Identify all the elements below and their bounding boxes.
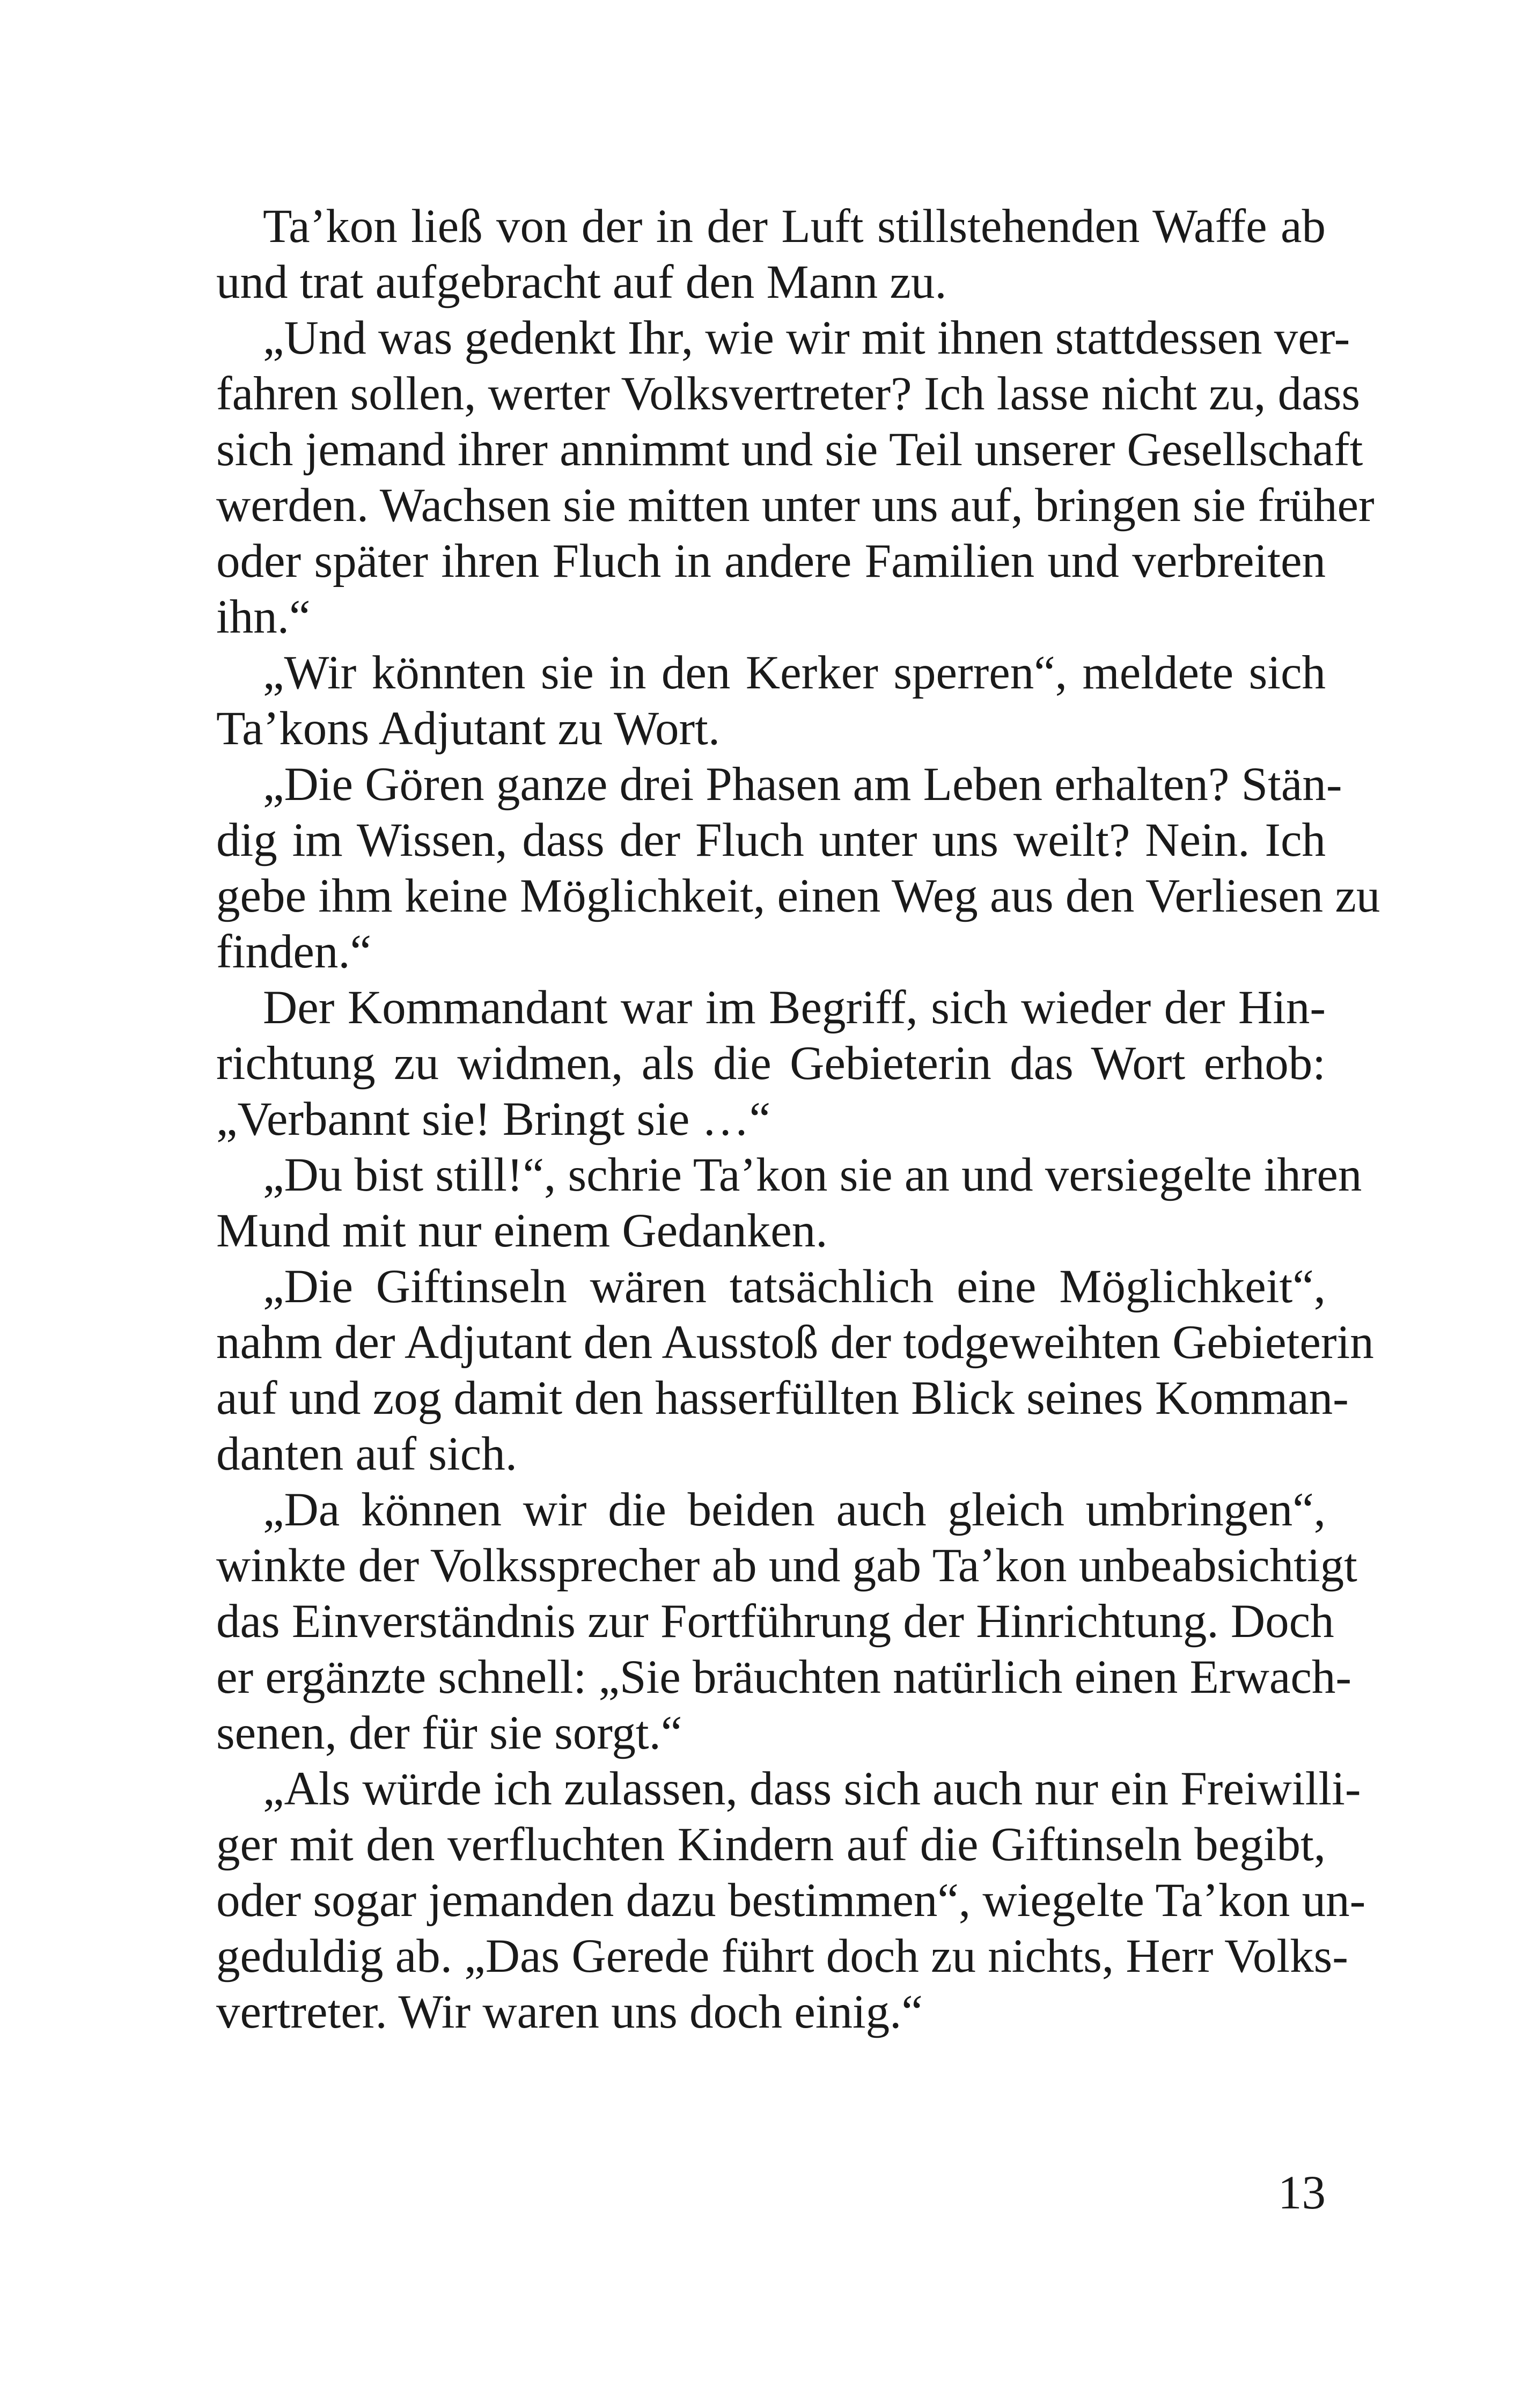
text-line: oder sogar jemanden dazu bestimmen“, wiegelte Ta’kon un- (216, 1874, 1366, 1927)
text-line: danten auf sich. (216, 1428, 517, 1480)
paragraph (216, 757, 1380, 980)
text-line: nahm der Adjutant den Ausstoß der todgeweihten Gebieterin (216, 1316, 1374, 1369)
paragraph (216, 1482, 1357, 1761)
text-line: „Verbannt sie! Bringt sie …“ (216, 1093, 771, 1146)
text-line: „Und was gedenkt Ihr, wie wir mit ihnen stattdessen ver- (263, 312, 1350, 364)
text-line: Ta’kon ließ von der in der Luft stillstehenden Waffe ab (263, 200, 1326, 253)
paragraph (216, 645, 1326, 757)
paragraph (216, 310, 1375, 645)
text-line: werden. Wachsen sie mitten unter uns auf, bringen sie früher (216, 479, 1375, 532)
text-line: dig im Wissen, dass der Fluch unter uns weilt? Nein. Ich (216, 814, 1326, 867)
paragraph (216, 980, 1326, 1147)
text-line: winkte der Volkssprecher ab und gab Ta’kon unbeabsichtigt (216, 1539, 1357, 1592)
text-line: und trat aufgebracht auf den Mann zu. (216, 256, 947, 309)
text-line: senen, der für sie sorgt.“ (216, 1707, 682, 1759)
text-line: „Die Giftinseln wären tatsächlich eine Möglichkeit“, (263, 1260, 1326, 1313)
text-line: das Einverständnis zur Fortführung der Hinrichtung. Doch (216, 1595, 1334, 1648)
text-line: sich jemand ihrer annimmt und sie Teil unserer Gesellschaft (216, 423, 1363, 476)
text-line: „Da können wir die beiden auch gleich umbringen“, (263, 1484, 1326, 1536)
text-line: finden.“ (216, 926, 372, 978)
text-line: „Du bist still!“, schrie Ta’kon sie an und versiegelte ihren (263, 1149, 1362, 1201)
text-line: „Als würde ich zulassen, dass sich auch nur ein Freiwilli- (263, 1763, 1361, 1815)
paragraph (216, 1259, 1374, 1482)
text-line: fahren sollen, werter Volksvertreter? Ich lasse nicht zu, dass (216, 368, 1360, 420)
text-line: „Die Gören ganze drei Phasen am Leben erhalten? Stän- (263, 758, 1342, 811)
paragraph (216, 1761, 1366, 2040)
page-number: 13 (1278, 2167, 1326, 2219)
text-line: Mund mit nur einem Gedanken. (216, 1205, 828, 1257)
text-line: geduldig ab. „Das Gerede führt doch zu nichts, Herr Volks- (216, 1930, 1348, 1983)
body-text (216, 199, 1380, 2040)
text-line: „Wir könnten sie in den Kerker sperren“, meldete sich (263, 647, 1326, 699)
text-line: vertreter. Wir waren uns doch einig.“ (216, 1986, 923, 2038)
paragraph (216, 199, 1326, 310)
text-line: gebe ihm keine Möglichkeit, einen Weg aus den Verliesen zu (216, 870, 1380, 922)
text-line: ihn.“ (216, 591, 311, 643)
text-line: er ergänzte schnell: „Sie bräuchten natürlich einen Erwach- (216, 1651, 1352, 1704)
text-line: Ta’kons Adjutant zu Wort. (216, 702, 721, 755)
text-line: oder später ihren Fluch in andere Familien und verbreiten (216, 535, 1326, 588)
text-line: ger mit den verfluchten Kindern auf die Giftinseln begibt, (216, 1818, 1326, 1871)
text-line: richtung zu widmen, als die Gebieterin das Wort erhob: (216, 1037, 1326, 1090)
text-line: auf und zog damit den hasserfüllten Blick seines Komman- (216, 1372, 1349, 1425)
text-line: Der Kommandant war im Begriff, sich wieder der Hin- (263, 981, 1326, 1034)
paragraph (216, 1147, 1362, 1259)
